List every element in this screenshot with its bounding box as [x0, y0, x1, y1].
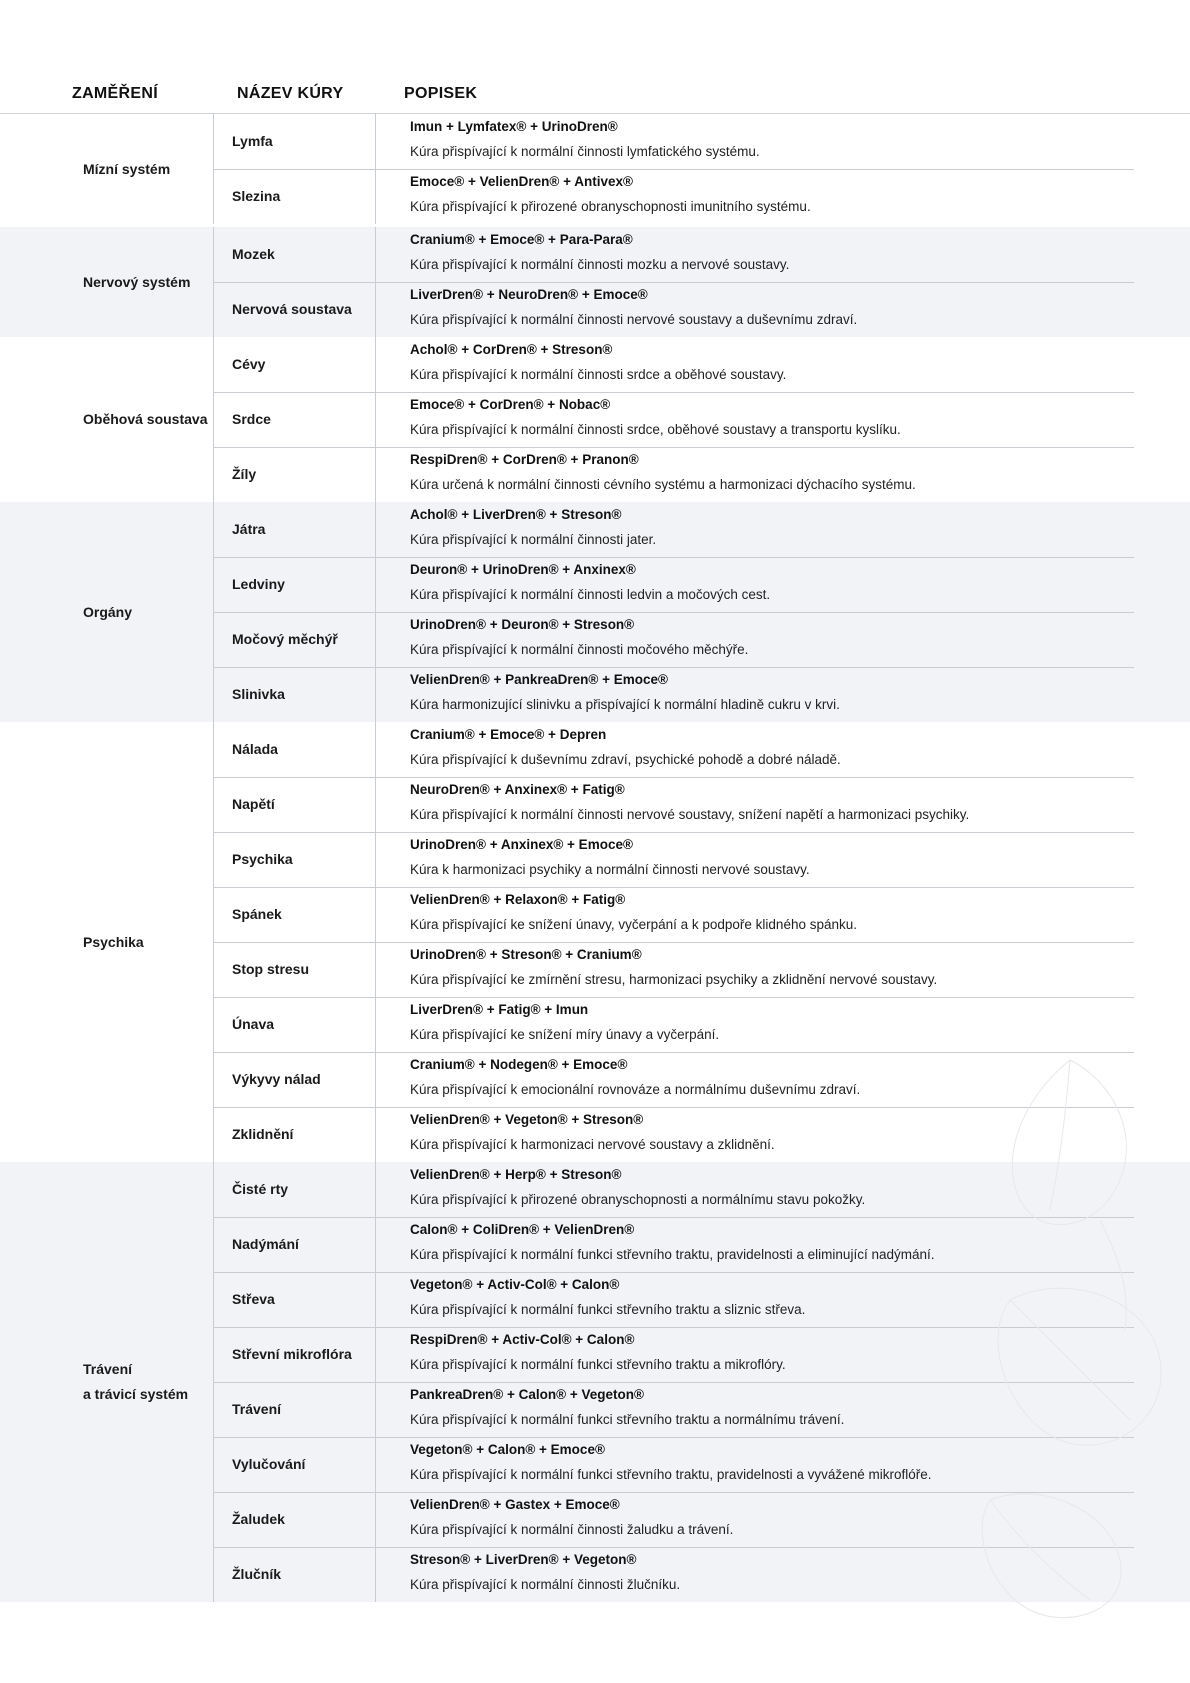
- course-name: Psychika: [232, 851, 293, 867]
- course-name: Stop stresu: [232, 961, 310, 977]
- course-description: Kúra přispívající k normální činnosti srdce a oběhové soustavy.: [410, 367, 787, 382]
- course-name: Nadýmání: [232, 1236, 299, 1252]
- course-description: Kúra přispívající k normální funkci střevního traktu a sliznic střeva.: [410, 1302, 806, 1317]
- product-combination: Cranium® + Nodegen® + Emoce®: [410, 1057, 628, 1072]
- course-name: Ledviny: [232, 576, 285, 592]
- product-combination: PankreaDren® + Calon® + Vegeton®: [410, 1387, 644, 1402]
- product-combination: NeuroDren® + Anxinex® + Fatig®: [410, 782, 625, 797]
- focus-label: Oběhová soustava: [83, 411, 208, 427]
- header-course: NÁZEV KÚRY: [237, 85, 344, 102]
- course-name: Nálada: [232, 741, 278, 757]
- table-row: [214, 114, 1134, 169]
- focus-label: Orgány: [83, 603, 133, 620]
- course-name: Slinivka: [232, 686, 285, 702]
- course-description: Kúra přispívající k normální činnosti mozku a nervové soustavy.: [410, 257, 790, 272]
- course-description: Kúra přispívající k normální funkci střevního traktu, pravidelnosti a vyvážené mikroflóře.: [410, 1467, 932, 1482]
- course-description: Kúra přispívající k normální činnosti srdce, oběhové soustavy a transportu kyslíku.: [410, 422, 901, 437]
- product-combination: Deuron® + UrinoDren® + Anxinex®: [410, 562, 636, 577]
- course-name: Únava: [232, 1016, 275, 1032]
- course-description: Kúra přispívající k normální činnosti močového měchýře.: [410, 642, 749, 657]
- product-combination: Vegeton® + Activ-Col® + Calon®: [410, 1277, 620, 1292]
- table-row: [214, 887, 1134, 942]
- course-description: Kúra přispívající ke snížení únavy, vyčerpání a k podpoře klidného spánku.: [410, 917, 858, 932]
- product-combination: RespiDren® + Activ-Col® + Calon®: [410, 1332, 635, 1347]
- course-name: Žíly: [232, 466, 257, 482]
- product-combination: Emoce® + VelienDren® + Antivex®: [410, 174, 633, 189]
- course-description: Kúra přispívající k emocionální rovnováze a normálnímu duševnímu zdraví.: [410, 1082, 861, 1097]
- course-name: Srdce: [232, 411, 271, 427]
- product-combination: LiverDren® + NeuroDren® + Emoce®: [410, 287, 648, 302]
- course-name: Mozek: [232, 246, 275, 262]
- course-description: Kúra přispívající k normální činnosti lymfatického systému.: [410, 144, 760, 159]
- table-row: [214, 337, 1134, 392]
- product-combination: VelienDren® + PankreaDren® + Emoce®: [410, 672, 668, 687]
- table-row: [214, 227, 1134, 282]
- product-combination: Streson® + LiverDren® + Vegeton®: [410, 1552, 637, 1567]
- product-combination: UrinoDren® + Anxinex® + Emoce®: [410, 837, 633, 852]
- table-row: [214, 722, 1134, 777]
- product-combination: VelienDren® + Vegeton® + Streson®: [410, 1112, 644, 1127]
- course-description: Kúra přispívající k normální činnosti nervové soustavy a duševnímu zdraví.: [410, 312, 858, 327]
- product-combination: LiverDren® + Fatig® + Imun: [410, 1002, 589, 1017]
- product-combination: VelienDren® + Relaxon® + Fatig®: [410, 892, 626, 907]
- product-combination: Achol® + CorDren® + Streson®: [410, 342, 613, 357]
- course-description: Kúra přispívající k normální činnosti nervové soustavy, snížení napětí a harmonizaci psychiky.: [410, 807, 970, 822]
- course-description: Kúra přispívající k duševnímu zdraví, psychické pohodě a dobré náladě.: [410, 752, 841, 767]
- course-name: Játra: [232, 521, 266, 537]
- course-description: Kúra harmonizující slinivku a přispívající k normální hladině cukru v krvi.: [410, 697, 840, 712]
- product-combination: Vegeton® + Calon® + Emoce®: [410, 1442, 605, 1457]
- course-description: Kúra přispívající k normální funkci střevního traktu a mikroflóry.: [410, 1357, 786, 1372]
- product-combination: UrinoDren® + Streson® + Cranium®: [410, 947, 642, 962]
- product-combination: Emoce® + CorDren® + Nobac®: [410, 397, 611, 412]
- table-row: [214, 392, 1134, 447]
- table-row: [214, 557, 1134, 612]
- course-description: Kúra přispívající k přirozené obranyschopnosti imunitního systému.: [410, 199, 811, 214]
- product-combination: VelienDren® + Herp® + Streson®: [410, 1167, 622, 1182]
- course-name: Spánek: [232, 906, 282, 922]
- table-row: [214, 667, 1134, 722]
- course-description: Kúra přispívající k normální funkci střevního traktu, pravidelnosti a eliminující nadýmání.: [410, 1247, 935, 1262]
- focus-label: Mízní systém: [83, 160, 171, 177]
- course-description: Kúra určená k normální činnosti cévního systému a harmonizaci dýchacího systému.: [410, 477, 916, 492]
- course-description: Kúra přispívající k přirozené obranyschopnosti a normálnímu stavu pokožky.: [410, 1192, 866, 1207]
- course-name: Trávení: [232, 1401, 282, 1417]
- product-combination: VelienDren® + Gastex + Emoce®: [410, 1497, 620, 1512]
- focus-label: Nervový systém: [83, 273, 191, 290]
- table-row: [214, 502, 1134, 557]
- course-description: Kúra přispívající k normální činnosti jater.: [410, 532, 657, 547]
- product-combination: Cranium® + Emoce® + Depren: [410, 727, 607, 742]
- course-description: Kúra přispívající k normální činnosti žlučníku.: [410, 1577, 681, 1592]
- course-description: Kúra přispívající ke snížení míry únavy a vyčerpání.: [410, 1027, 720, 1042]
- course-description: Kúra k harmonizaci psychiky a normální činnosti nervové soustavy.: [410, 862, 810, 877]
- course-name: Zklidnění: [232, 1126, 294, 1142]
- table-row: [214, 777, 1134, 832]
- course-name: Žlučník: [232, 1566, 282, 1582]
- course-name: Slezina: [232, 188, 281, 204]
- course-name: Nervová soustava: [232, 301, 352, 317]
- course-name: Střeva: [232, 1291, 275, 1307]
- focus-label: Trávení a trávicí systém: [83, 1361, 189, 1402]
- table-row: [214, 832, 1134, 887]
- table-row: [214, 169, 1134, 224]
- header-focus: ZAMĚŘENÍ: [72, 85, 158, 102]
- product-combination: UrinoDren® + Deuron® + Streson®: [410, 617, 635, 632]
- table-row: [214, 447, 1134, 502]
- course-name: Střevní mikroflóra: [232, 1346, 352, 1362]
- table-row: [214, 612, 1134, 667]
- course-description: Kúra přispívající ke zmírnění stresu, harmonizaci psychiky a zklidnění nervové soustavy.: [410, 972, 938, 987]
- course-description: Kúra přispívající k harmonizaci nervové soustavy a zklidnění.: [410, 1137, 775, 1152]
- header-description: POPISEK: [404, 85, 478, 102]
- course-name: Čisté rty: [232, 1181, 289, 1197]
- course-name: Močový měchýř: [232, 631, 338, 647]
- product-combination: Cranium® + Emoce® + Para-Para®: [410, 232, 633, 247]
- course-name: Cévy: [232, 356, 266, 372]
- botanical-decoration: [950, 1040, 1180, 1640]
- table-row: [214, 942, 1134, 997]
- course-description: Kúra přispívající k normální funkci střevního traktu a normálnímu trávení.: [410, 1412, 845, 1427]
- course-name: Vylučování: [232, 1456, 306, 1472]
- product-combination: Imun + Lymfatex® + UrinoDren®: [410, 119, 618, 134]
- course-name: Napětí: [232, 796, 275, 812]
- course-description: Kúra přispívající k normální činnosti žaludku a trávení.: [410, 1522, 734, 1537]
- product-combination: Calon® + ColiDren® + VelienDren®: [410, 1222, 635, 1237]
- course-name: Žaludek: [232, 1511, 285, 1527]
- product-combination: RespiDren® + CorDren® + Pranon®: [410, 452, 639, 467]
- course-name: Lymfa: [232, 133, 273, 149]
- table-row: [214, 282, 1134, 337]
- course-description: Kúra přispívající k normální činnosti ledvin a močových cest.: [410, 587, 771, 602]
- product-combination: Achol® + LiverDren® + Streson®: [410, 507, 622, 522]
- course-name: Výkyvy nálad: [232, 1071, 321, 1087]
- focus-label: Psychika: [83, 933, 144, 950]
